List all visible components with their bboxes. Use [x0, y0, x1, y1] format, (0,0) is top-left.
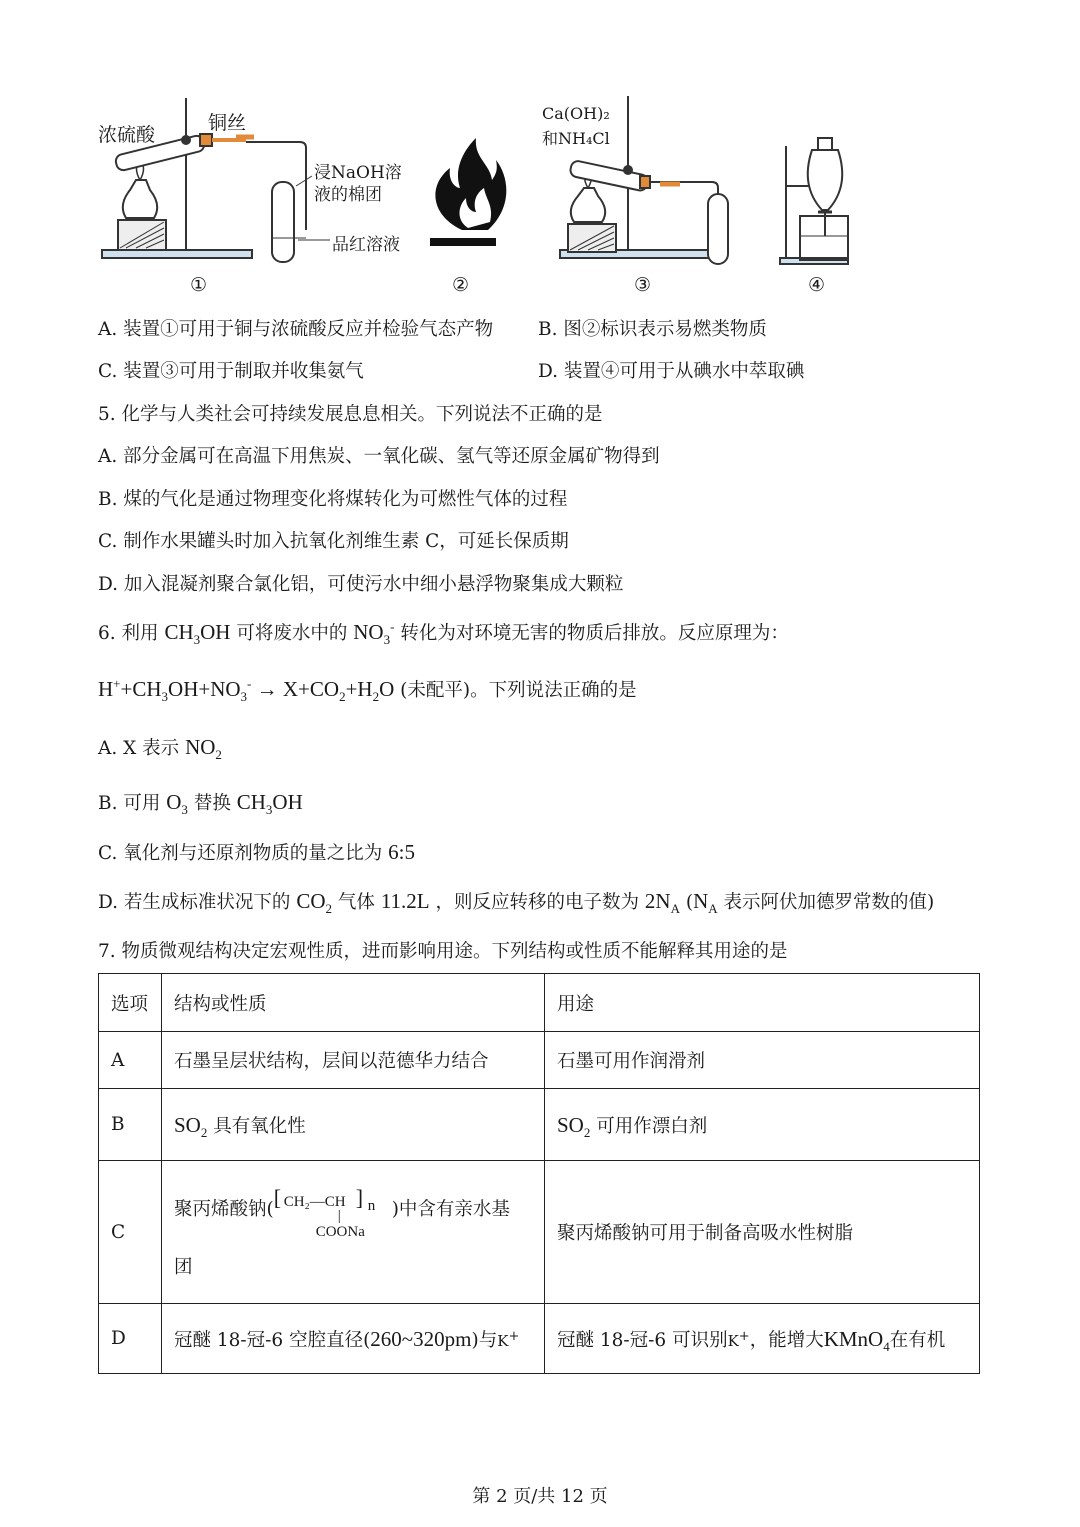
- polymer-structure: [ CH₂—CH ] n | COONa: [273, 1185, 376, 1240]
- q7-stem: 7. 物质微观结构决定宏观性质，进而影响用途。下列结构或性质不能解释其用途的是: [98, 941, 788, 962]
- figure-number-1: ①: [190, 274, 208, 296]
- q5-option-a: A. 部分金属可在高温下用焦炭、一氧化碳、氢气等还原金属矿物得到: [98, 446, 660, 467]
- q4-option-c: C. 装置③可用于制取并收集氨气: [98, 361, 364, 382]
- label-copper-wire: 铜丝: [208, 112, 247, 134]
- label-ammonium-chloride: 和NH₄Cl: [542, 129, 610, 148]
- q5-option-c: C. 制作水果罐头时加入抗氧化剂维生素 C，可延长保质期: [98, 531, 569, 552]
- q6-option-c: C. 氧化剂与还原剂物质的量之比为 6:5: [98, 840, 415, 864]
- apparatus-figures: [0, 0, 1080, 300]
- header-property: 结构或性质: [162, 974, 545, 1032]
- figure-number-2: ②: [452, 274, 470, 296]
- apparatus-drawings: [0, 0, 1080, 300]
- figure-number-3: ③: [634, 274, 652, 296]
- table-row: B $SO_2$ 具有氧化性 $SO_2$ 可用作漂白剂: [99, 1089, 980, 1161]
- label-concentrated-sulfuric-acid: 浓硫酸: [98, 124, 156, 146]
- separatory-funnel-apparatus: [780, 138, 848, 264]
- q4-option-a: A. 装置①可用于铜与浓硫酸反应并检验气态产物: [98, 319, 494, 340]
- formula-methanol: $CH_3OH$: [164, 620, 231, 648]
- formula-nitrate: $NO_3^-$: [353, 619, 395, 648]
- header-option: 选项: [99, 974, 162, 1032]
- page-footer: 第 2 页/共 12 页: [472, 1486, 608, 1507]
- table-row: D 冠醚 18-冠-6 空腔直径(260~320pm)与K+ 冠醚 18-冠-6 可识别K+，能增大KMnO$_4$在有机: [99, 1304, 980, 1374]
- label-magenta-solution: 品红溶液: [332, 235, 400, 255]
- q6-stem: 6. 利用 $CH_3OH$ 可将废水中的 $NO_3^-$ 转化为对环境无害的物质后排放。反应原理为：: [98, 619, 789, 648]
- q6-equation: $H^++CH_3OH+NO_3^- \to X+CO_2+H_2O$ (未配平)。下列说法正确的是: [98, 676, 637, 705]
- reaction-equation: $H^++CH_3OH+NO_3^- \to X+CO_2+H_2O$: [98, 676, 395, 705]
- q6-option-d: D. 若生成标准状况下的 $CO_2$ 气体 11.2L ，则反应转移的电子数为 $2N_A$ ($N_A$ 表示阿伏加德罗常数的值): [98, 889, 935, 917]
- label-calcium-hydroxide: Ca(OH)₂: [542, 104, 610, 123]
- flammable-icon: [430, 138, 506, 246]
- q5-option-b: B. 煤的气化是通过物理变化将煤转化为可燃性气体的过程: [98, 489, 568, 510]
- q7-table: [98, 973, 980, 1374]
- label-cotton-line2: 液的棉团: [314, 185, 382, 205]
- table-header-row: [99, 974, 980, 1032]
- q6-option-b: B. 可用 $O_3$ 替换 $CH_3OH$: [98, 790, 303, 818]
- q5-stem: 5. 化学与人类社会可持续发展息息相关。下列说法不正确的是: [98, 404, 603, 425]
- q5-option-d: D. 加入混凝剂聚合氯化铝，可使污水中细小悬浮物聚集成大颗粒: [98, 574, 624, 595]
- label-cotton-line1: 浸NaOH溶: [314, 163, 402, 183]
- table-row: A 石墨呈层状结构，层间以范德华力结合 石墨可用作润滑剂: [99, 1032, 980, 1089]
- figure-number-4: ④: [808, 274, 826, 296]
- q4-option-d: D. 装置④可用于从碘水中萃取碘: [538, 361, 805, 382]
- q4-option-b: B. 图②标识表示易燃类物质: [538, 319, 767, 340]
- table-row: C 聚丙烯酸钠( [ CH₂—CH ] n | COONa )中含有亲水基 团 聚丙烯酸钠可用于制备高吸水性树脂: [99, 1161, 980, 1304]
- header-use: 用途: [545, 974, 980, 1032]
- q6-option-a: A. X 表示 $NO_2$: [98, 735, 222, 763]
